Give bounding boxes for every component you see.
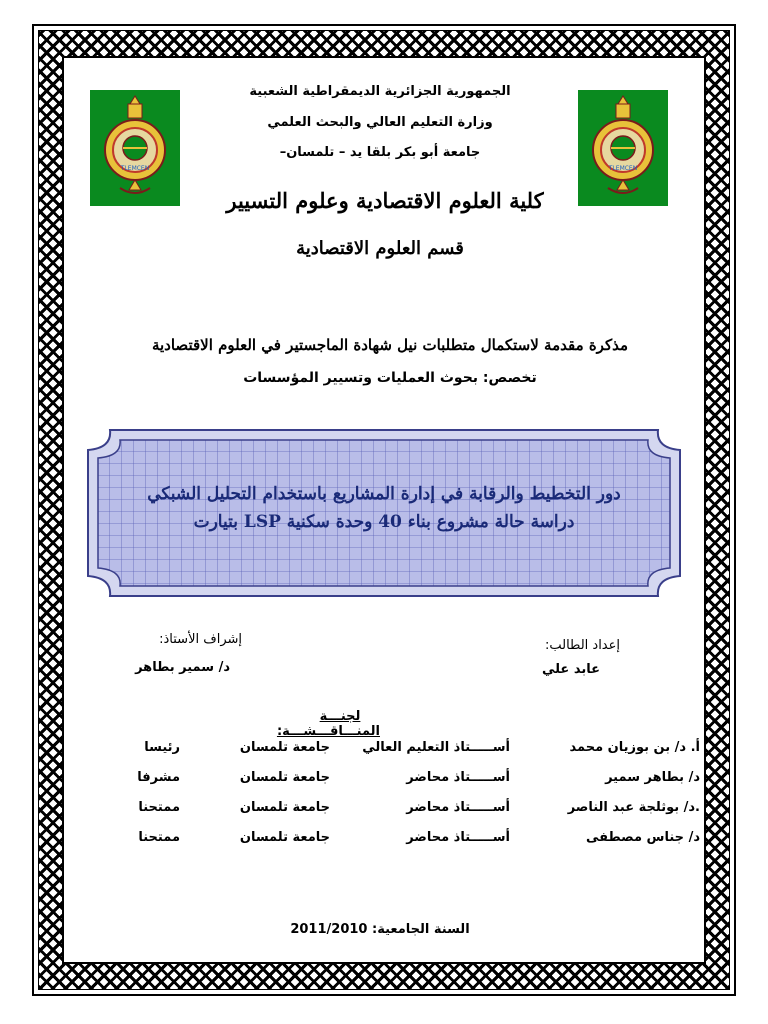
thesis-subtitle: دراسة حالة مشروع بناء 40 وحدة سكنية LSP بتيارت xyxy=(193,512,575,532)
member-name: د/ جناس مصطفى xyxy=(586,830,700,845)
committee-title: لجنـــة المنـــاقـــشـــة: xyxy=(276,709,380,739)
member-university: جامعة تلمسان xyxy=(239,740,330,755)
ministry-line: وزارة التعليم العالي والبحث العلمي xyxy=(267,115,493,130)
member-role: مشرفا xyxy=(137,770,180,785)
member-name: د/ بطاهر سمير xyxy=(605,770,700,785)
member-role: ممتحنا xyxy=(138,800,180,815)
member-rank: أســـــتاذ محاضر xyxy=(406,770,510,785)
member-rank: أســـــتاذ محاضر xyxy=(406,830,510,845)
thesis-title: دور التخطيط والرقابة في إدارة المشاريع باستخدام التحليل الشبكي xyxy=(147,484,621,504)
memo-specialty: تخصص: بحوث العمليات وتسيير المؤسسات xyxy=(243,370,537,386)
memo-purpose: مذكرة مقدمة لاستكمال متطلبات نيل شهادة الماجستير في العلوم الاقتصادية xyxy=(151,336,629,354)
title-box xyxy=(86,428,682,598)
supervisor-label: إشراف الأستاذ: xyxy=(159,632,242,647)
committee-row xyxy=(60,830,700,850)
faculty-title: كلية العلوم الاقتصادية وعلوم التسيير xyxy=(226,188,544,213)
supervisor-name: د/ سمير بطاهر xyxy=(135,660,230,675)
academic-year-value: 2011/2010 xyxy=(290,922,368,937)
university-line: جامعة أبو بكر بلقا يد – تلمسان– xyxy=(279,145,481,160)
committee-row xyxy=(60,740,700,760)
republic-line: الجمهورية الجزائرية الديمقراطية الشعبية xyxy=(249,84,511,99)
student-label: إعداد الطالب: xyxy=(544,638,620,653)
member-university: جامعة تلمسان xyxy=(239,800,330,815)
member-name: أ. د/ بن بوزيان محمد xyxy=(569,740,700,755)
academic-year xyxy=(260,922,500,937)
member-rank: أســـــتاذ محاضر xyxy=(406,800,510,815)
member-name: .د/ بوثلجة عبد الناصر xyxy=(567,800,700,815)
member-role: رئيسا xyxy=(144,740,180,755)
member-university: جامعة تلمسان xyxy=(239,770,330,785)
academic-year-label: السنة الجامعية: xyxy=(372,922,470,937)
member-rank: أســـــتاذ التعليم العالي xyxy=(362,740,510,755)
committee-row xyxy=(60,800,700,820)
committee-row xyxy=(60,770,700,790)
department-title: قسم العلوم الاقتصادية xyxy=(296,238,464,259)
emblem-text: TLEMCEN xyxy=(608,165,638,172)
emblem-text: TLEMCEN xyxy=(120,165,150,172)
member-role: ممتحنا xyxy=(138,830,180,845)
member-university: جامعة تلمسان xyxy=(239,830,330,845)
student-name: عابد علي xyxy=(541,662,600,677)
